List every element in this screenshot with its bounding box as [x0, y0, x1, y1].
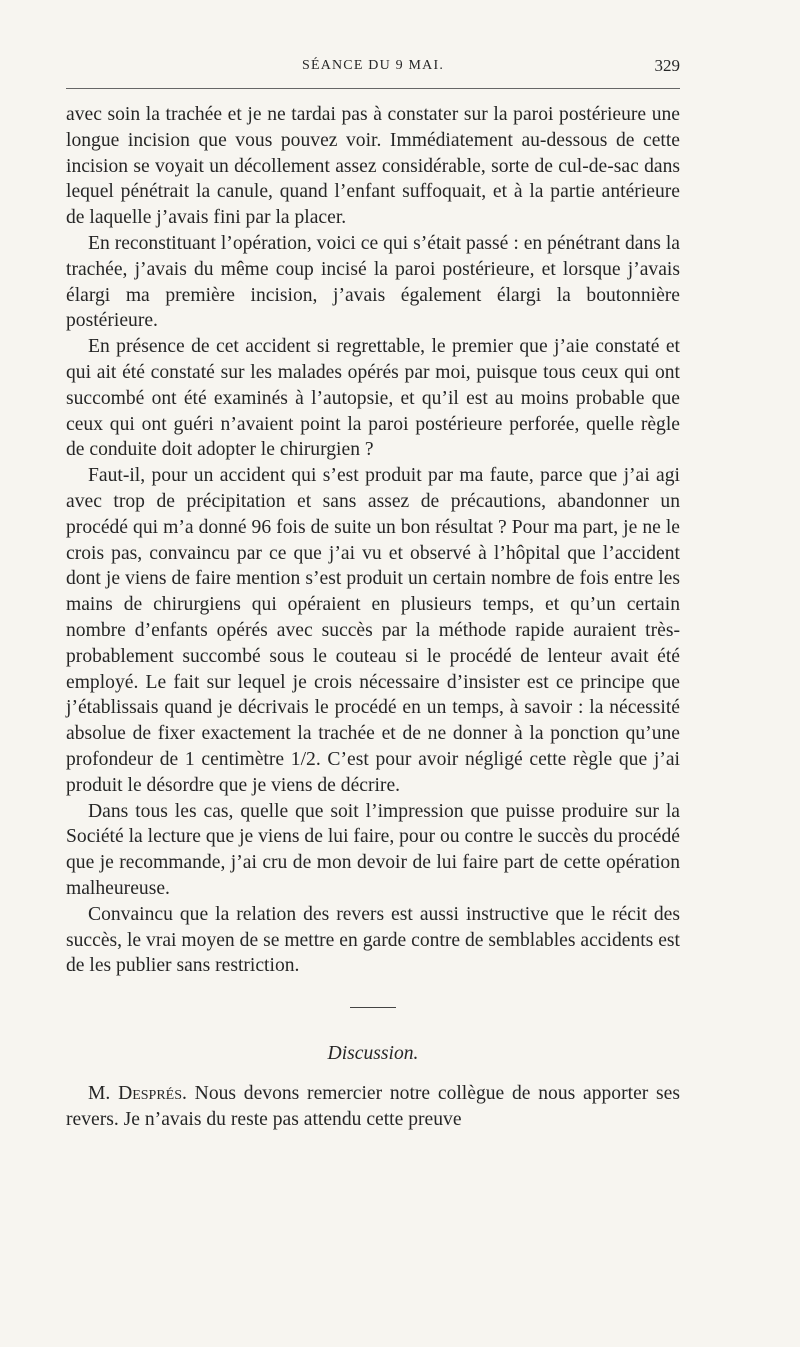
- page-body: [66, 102, 680, 1133]
- paragraph-procedure: Faut-il, pour un accident qui s’est produit par ma faute, parce que j’ai agi avec trop de précipitation et sans assez de précautions, abandonner un procédé qui m’a donné 96 fois de suite un bon résultat ? Pour ma part, je ne le crois pas, convaincu par ce que j’ai vu et observé à l’hôpital que l’accident dont je viens de faire mention s’est produit un certain nombre de fois entre les mains de chirurgiens qui opéraient en plusieurs temps, et qu’un certain nombre d’enfants opérés avec succès par la méthode rapide auraient très-probablement succombé sous le couteau si le procédé de lenteur avait été employé. Le fait sur lequel je crois nécessaire d’insister est ce principe que j’établissais quand je décrivais le procédé en un temps, à savoir : la nécessité absolue de fixer exactement la trachée et de ne donner à la ponction qu’une profondeur de 1 centimètre 1/2. C’est pour avoir négligé cette règle que j’ai produit le désordre que je viens de décrire.: [66, 465, 680, 796]
- paragraph-continuation: avec soin la trachée et je ne tardai pas à constater sur la paroi postérieure une longue incision que vous pouvez voir. Immédiatement au-dessous de cette incision se voyait un décollement assez considérable, sorte de cul-de-sac dans lequel pénétrait la canule, quand l’enfant suffoquait, et à la partie antérieure de laquelle j’avais fini par la placer.: [66, 104, 680, 229]
- paragraph-conclusion: Convaincu que la relation des revers est aussi instructive que le récit des succès, le vrai moyen de se mettre en garde contre de semblables accidents est de les publier sans restriction.: [66, 903, 680, 977]
- discussion-paragraph: [66, 1081, 680, 1133]
- speaker-name: M. Després.: [88, 1083, 187, 1105]
- discussion-text: Nous devons remercier notre collègue de nous apporter ses revers. Je n’avais du reste pas attendu cette preuve: [66, 1083, 680, 1130]
- page-number: 329: [654, 56, 680, 75]
- running-head: [66, 54, 680, 78]
- section-divider: [350, 1007, 396, 1008]
- paragraph-society: Dans tous les cas, quelle que soit l’impression que puisse produire sur la Société la lecture que je viens de lui faire, pour ou contre le succès du procédé que je recommande, j’ai cru de mon devoir de lui faire part de cette opération malheureuse.: [66, 800, 680, 899]
- running-head-title: SÉANCE DU 9 MAI.: [301, 58, 445, 73]
- paragraph-accident: En présence de cet accident si regrettable, le premier que j’aie constaté et qui ait été constaté sur les malades opérés par moi, puisque tous ceux qui ont succombé ont été examinés à l’autopsie, et qu’il est au moins probable que ceux qui ont guéri n’avaient point la paroi postérieure perforée, quelle règle de conduite doit adopter le chirurgien ?: [66, 336, 680, 461]
- paragraph-reconstitution: En reconstituant l’opération, voici ce qui s’était passé : en pénétrant dans la trachée, j’avais du même coup incisé la paroi postérieure, et lorsque j’avais élargi ma première incision, j’avais également élargi la boutonnière postérieure.: [66, 232, 680, 332]
- header-rule: [66, 88, 680, 89]
- discussion-heading: Discussion.: [327, 1043, 419, 1065]
